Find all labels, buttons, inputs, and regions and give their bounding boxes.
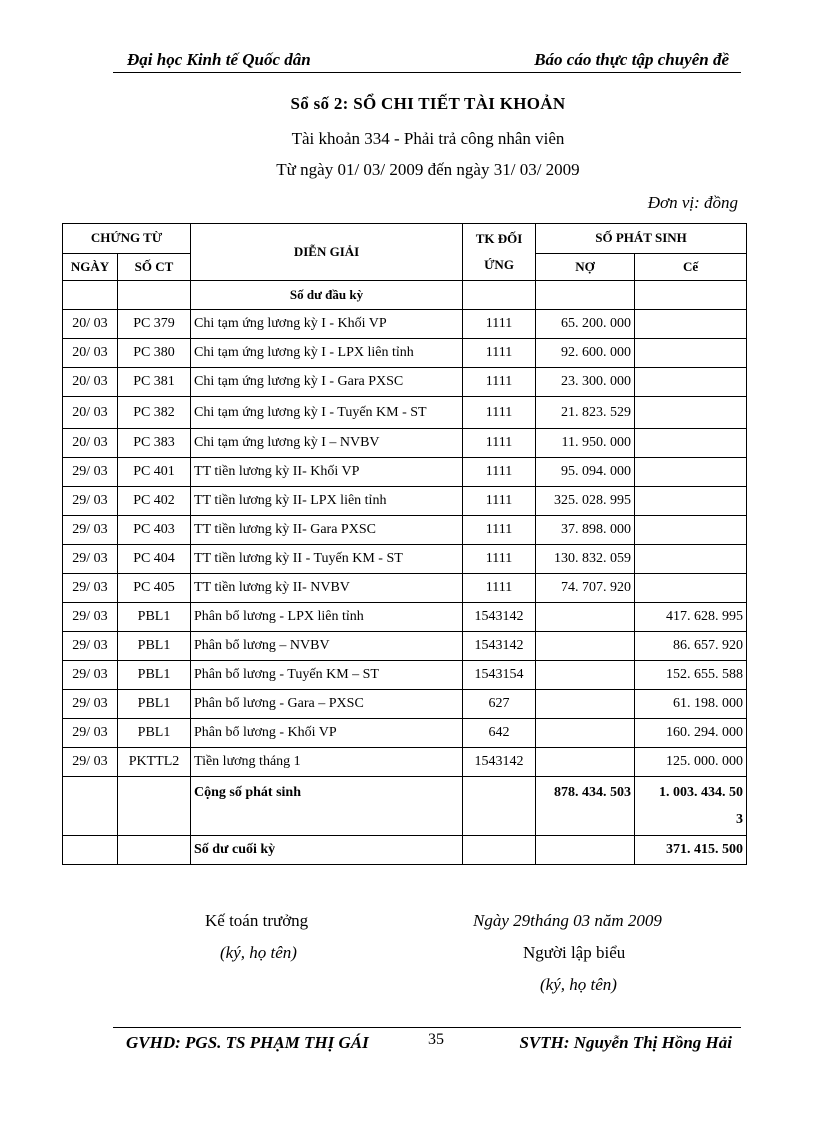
row-credit [635, 574, 747, 603]
row-date: 29/ 03 [63, 748, 118, 777]
header-dien-giai: DIỄN GIẢI [191, 224, 463, 281]
row-debit: 65. 200. 000 [536, 310, 635, 339]
footer-divider [113, 1027, 741, 1028]
row-doc-number: PC 402 [118, 487, 191, 516]
total-label: Cộng số phát sinh [191, 777, 463, 836]
row-date: 20/ 03 [63, 368, 118, 397]
row-contra-account: 1111 [463, 516, 536, 545]
row-description: TT tiền lương kỳ II- NVBV [191, 574, 463, 603]
table-row [63, 603, 747, 632]
row-date: 29/ 03 [63, 603, 118, 632]
ledger-title: Sổ số 2: SỔ CHI TIẾT TÀI KHOẢN [290, 94, 566, 113]
row-debit [536, 690, 635, 719]
header-so-phat-sinh: SỐ PHÁT SINH [536, 224, 747, 254]
preparer-note: (ký, họ tên) [540, 975, 617, 994]
row-credit: 152. 655. 588 [635, 661, 747, 690]
total-empty [63, 777, 118, 836]
chief-accountant-title: Kế toán trưởng [205, 911, 309, 930]
footer-supervisor: GVHD: PGS. TS PHẠM THỊ GÁI [126, 1033, 369, 1052]
row-description: Phân bổ lương – NVBV [191, 632, 463, 661]
row-contra-account: 1111 [463, 487, 536, 516]
row-credit: 160. 294. 000 [635, 719, 747, 748]
row-description: Phân bổ lương - LPX liên tỉnh [191, 603, 463, 632]
date-range: Từ ngày 01/ 03/ 2009 đến ngày 31/ 03/ 2009 [276, 160, 580, 179]
row-debit [536, 661, 635, 690]
opening-balance-label: Số dư đầu kỳ [191, 281, 463, 310]
row-credit [635, 429, 747, 458]
row-description: Tiền lương tháng 1 [191, 748, 463, 777]
table-row [63, 545, 747, 574]
ledger-table [62, 223, 747, 865]
row-doc-number: PC 382 [118, 397, 191, 429]
page-header [113, 48, 741, 73]
row-debit [536, 603, 635, 632]
row-description: TT tiền lương kỳ II- Gara PXSC [191, 516, 463, 545]
table-row [63, 748, 747, 777]
account-subtitle: Tài khoản 334 - Phải trả công nhân viên [291, 129, 565, 148]
row-contra-account: 1111 [463, 310, 536, 339]
chief-accountant-note: (ký, họ tên) [220, 943, 297, 962]
header-tk-doi-ung: TK ĐỐI ỨNG [463, 224, 536, 281]
row-debit: 37. 898. 000 [536, 516, 635, 545]
row-credit [635, 516, 747, 545]
row-contra-account: 1111 [463, 368, 536, 397]
row-description: Chi tạm ứng lương kỳ I - Khối VP [191, 310, 463, 339]
preparer-title: Người lập biểu [523, 943, 626, 962]
header-co: Cế [635, 253, 747, 280]
row-date: 29/ 03 [63, 719, 118, 748]
table-row [63, 719, 747, 748]
signature-date: Ngày 29tháng 03 năm 2009 [473, 911, 662, 930]
row-credit [635, 368, 747, 397]
row-contra-account: 1111 [463, 429, 536, 458]
row-description: Phân bổ lương - Tuyến KM – ST [191, 661, 463, 690]
table-row [63, 574, 747, 603]
closing-credit: 371. 415. 500 [635, 836, 747, 865]
row-contra-account: 627 [463, 690, 536, 719]
row-date: 29/ 03 [63, 632, 118, 661]
row-date: 20/ 03 [63, 397, 118, 429]
row-debit: 23. 300. 000 [536, 368, 635, 397]
row-date: 29/ 03 [63, 516, 118, 545]
row-doc-number: PC 403 [118, 516, 191, 545]
table-row [63, 487, 747, 516]
row-debit: 130. 832. 059 [536, 545, 635, 574]
table-row [63, 339, 747, 368]
header-row-1 [63, 224, 747, 254]
row-credit [635, 310, 747, 339]
row-doc-number: PC 381 [118, 368, 191, 397]
row-date: 29/ 03 [63, 690, 118, 719]
row-description: Chi tạm ứng lương kỳ I – NVBV [191, 429, 463, 458]
row-doc-number: PC 379 [118, 310, 191, 339]
table-row [63, 429, 747, 458]
row-contra-account: 642 [463, 719, 536, 748]
header-no: NỢ [536, 253, 635, 280]
header-ngay: NGÀY [63, 253, 118, 280]
total-debit: 878. 434. 503 [536, 777, 635, 836]
row-credit: 125. 000. 000 [635, 748, 747, 777]
header-university: Đại học Kinh tế Quốc dân [127, 50, 311, 69]
currency-unit: Đơn vị: đồng [647, 193, 738, 212]
opening-balance-row [63, 281, 747, 310]
row-contra-account: 1111 [463, 339, 536, 368]
row-doc-number: PC 401 [118, 458, 191, 487]
total-row [63, 777, 747, 836]
row-credit [635, 458, 747, 487]
row-date: 29/ 03 [63, 487, 118, 516]
closing-balance-row [63, 836, 747, 865]
table-row [63, 310, 747, 339]
row-debit: 11. 950. 000 [536, 429, 635, 458]
total-empty [463, 777, 536, 836]
row-contra-account: 1543142 [463, 603, 536, 632]
row-description: Phân bổ lương - Khối VP [191, 719, 463, 748]
page-number: 35 [428, 1031, 444, 1048]
table-row [63, 458, 747, 487]
row-doc-number: PBL1 [118, 690, 191, 719]
row-contra-account: 1111 [463, 397, 536, 429]
row-date: 20/ 03 [63, 429, 118, 458]
table-row [63, 368, 747, 397]
closing-empty [536, 836, 635, 865]
row-doc-number: PBL1 [118, 661, 191, 690]
header-chung-tu: CHỨNG TỪ [63, 224, 191, 254]
footer-student: SVTH: Nguyễn Thị Hồng Hải [519, 1033, 732, 1052]
row-contra-account: 1111 [463, 458, 536, 487]
row-contra-account: 1111 [463, 574, 536, 603]
row-date: 29/ 03 [63, 574, 118, 603]
row-description: Phân bổ lương - Gara – PXSC [191, 690, 463, 719]
row-date: 29/ 03 [63, 545, 118, 574]
row-doc-number: PC 380 [118, 339, 191, 368]
total-empty [118, 777, 191, 836]
row-doc-number: PBL1 [118, 632, 191, 661]
row-description: Chi tạm ứng lương kỳ I - LPX liên tỉnh [191, 339, 463, 368]
row-credit [635, 545, 747, 574]
row-credit: 417. 628. 995 [635, 603, 747, 632]
row-debit [536, 719, 635, 748]
table-row [63, 397, 747, 429]
closing-label: Số dư cuối kỳ [191, 836, 463, 865]
row-description: Chi tạm ứng lương kỳ I - Gara PXSC [191, 368, 463, 397]
table-row [63, 632, 747, 661]
row-credit [635, 487, 747, 516]
row-date: 20/ 03 [63, 310, 118, 339]
row-doc-number: PC 383 [118, 429, 191, 458]
closing-empty [118, 836, 191, 865]
row-doc-number: PBL1 [118, 603, 191, 632]
row-description: TT tiền lương kỳ II - Tuyến KM - ST [191, 545, 463, 574]
row-doc-number: PBL1 [118, 719, 191, 748]
table-row [63, 516, 747, 545]
header-so-ct: SỐ CT [118, 253, 191, 280]
row-doc-number: PC 405 [118, 574, 191, 603]
row-debit: 325. 028. 995 [536, 487, 635, 516]
row-contra-account: 1111 [463, 545, 536, 574]
row-description: TT tiền lương kỳ II- LPX liên tỉnh [191, 487, 463, 516]
closing-empty [463, 836, 536, 865]
row-credit [635, 339, 747, 368]
row-date: 29/ 03 [63, 661, 118, 690]
row-credit: 86. 657. 920 [635, 632, 747, 661]
row-debit [536, 632, 635, 661]
row-date: 29/ 03 [63, 458, 118, 487]
row-debit: 21. 823. 529 [536, 397, 635, 429]
row-description: TT tiền lương kỳ II- Khối VP [191, 458, 463, 487]
row-contra-account: 1543142 [463, 748, 536, 777]
row-doc-number: PKTTL2 [118, 748, 191, 777]
row-credit [635, 397, 747, 429]
row-contra-account: 1543142 [463, 632, 536, 661]
row-debit: 92. 600. 000 [536, 339, 635, 368]
header-report-type: Báo cáo thực tập chuyên đề [534, 50, 729, 69]
row-doc-number: PC 404 [118, 545, 191, 574]
row-date: 20/ 03 [63, 339, 118, 368]
row-debit: 95. 094. 000 [536, 458, 635, 487]
total-credit: 1. 003. 434. 503 [635, 777, 747, 836]
row-contra-account: 1543154 [463, 661, 536, 690]
row-debit: 74. 707. 920 [536, 574, 635, 603]
closing-empty [63, 836, 118, 865]
table-row [63, 661, 747, 690]
row-description: Chi tạm ứng lương kỳ I - Tuyến KM - ST [191, 397, 463, 429]
row-credit: 61. 198. 000 [635, 690, 747, 719]
table-row [63, 690, 747, 719]
row-debit [536, 748, 635, 777]
